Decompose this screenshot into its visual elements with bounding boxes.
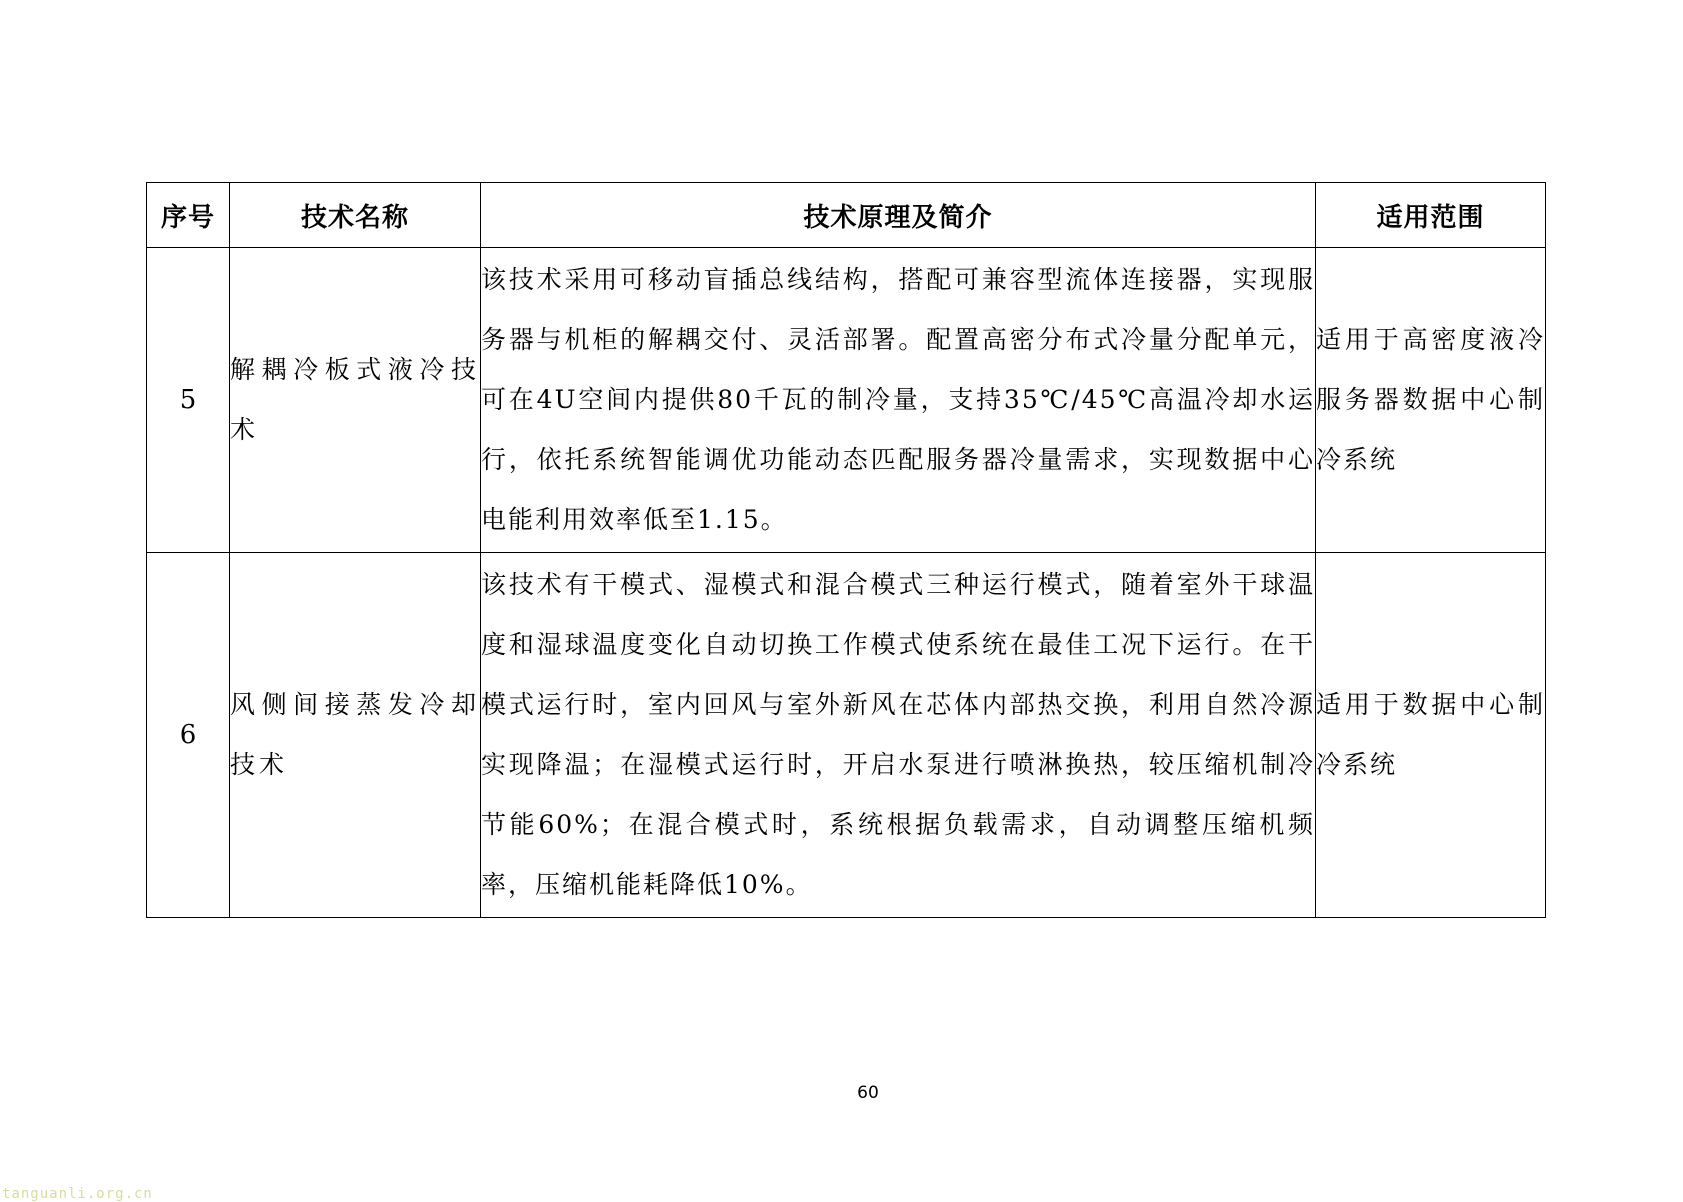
cell-scope: 适用于数据中心制冷系统 [1316,553,1546,918]
cell-scope: 适用于高密度液冷服务器数据中心制冷系统 [1316,248,1546,553]
cell-name: 风侧间接蒸发冷却技术 [230,553,481,918]
cell-seq: 6 [147,553,230,918]
watermark: tanguanli.org.cn [2,1186,153,1202]
technology-table [146,182,1546,918]
cell-desc: 该技术有干模式、湿模式和混合模式三种运行模式，随着室外干球温度和湿球温度变化自动切换工作模式使系统在最佳工况下运行。在干模式运行时，室内回风与室外新风在芯体内部热交换，利用自然冷源实现降温；在湿模式运行时，开启水泵进行喷淋换热，较压缩机制冷节能60%；在混合模式时，系统根据负载需求，自动调整压缩机频率，压缩机能耗降低10%。 [481,553,1316,918]
header-scope: 适用范围 [1316,183,1546,248]
cell-seq: 5 [147,248,230,553]
table-row [147,553,1546,918]
page-number: 60 [857,1083,879,1103]
cell-desc: 该技术采用可移动盲插总线结构，搭配可兼容型流体连接器，实现服务器与机柜的解耦交付、灵活部署。配置高密分布式冷量分配单元，可在4U空间内提供80千瓦的制冷量，支持35℃/45℃高温冷却水运行，依托系统智能调优功能动态匹配服务器冷量需求，实现数据中心电能利用效率低至1.15。 [481,248,1316,553]
cell-name: 解耦冷板式液冷技术 [230,248,481,553]
header-seq: 序号 [147,183,230,248]
header-name: 技术名称 [230,183,481,248]
table-header-row [147,183,1546,248]
header-desc: 技术原理及简介 [481,183,1316,248]
table-row [147,248,1546,553]
